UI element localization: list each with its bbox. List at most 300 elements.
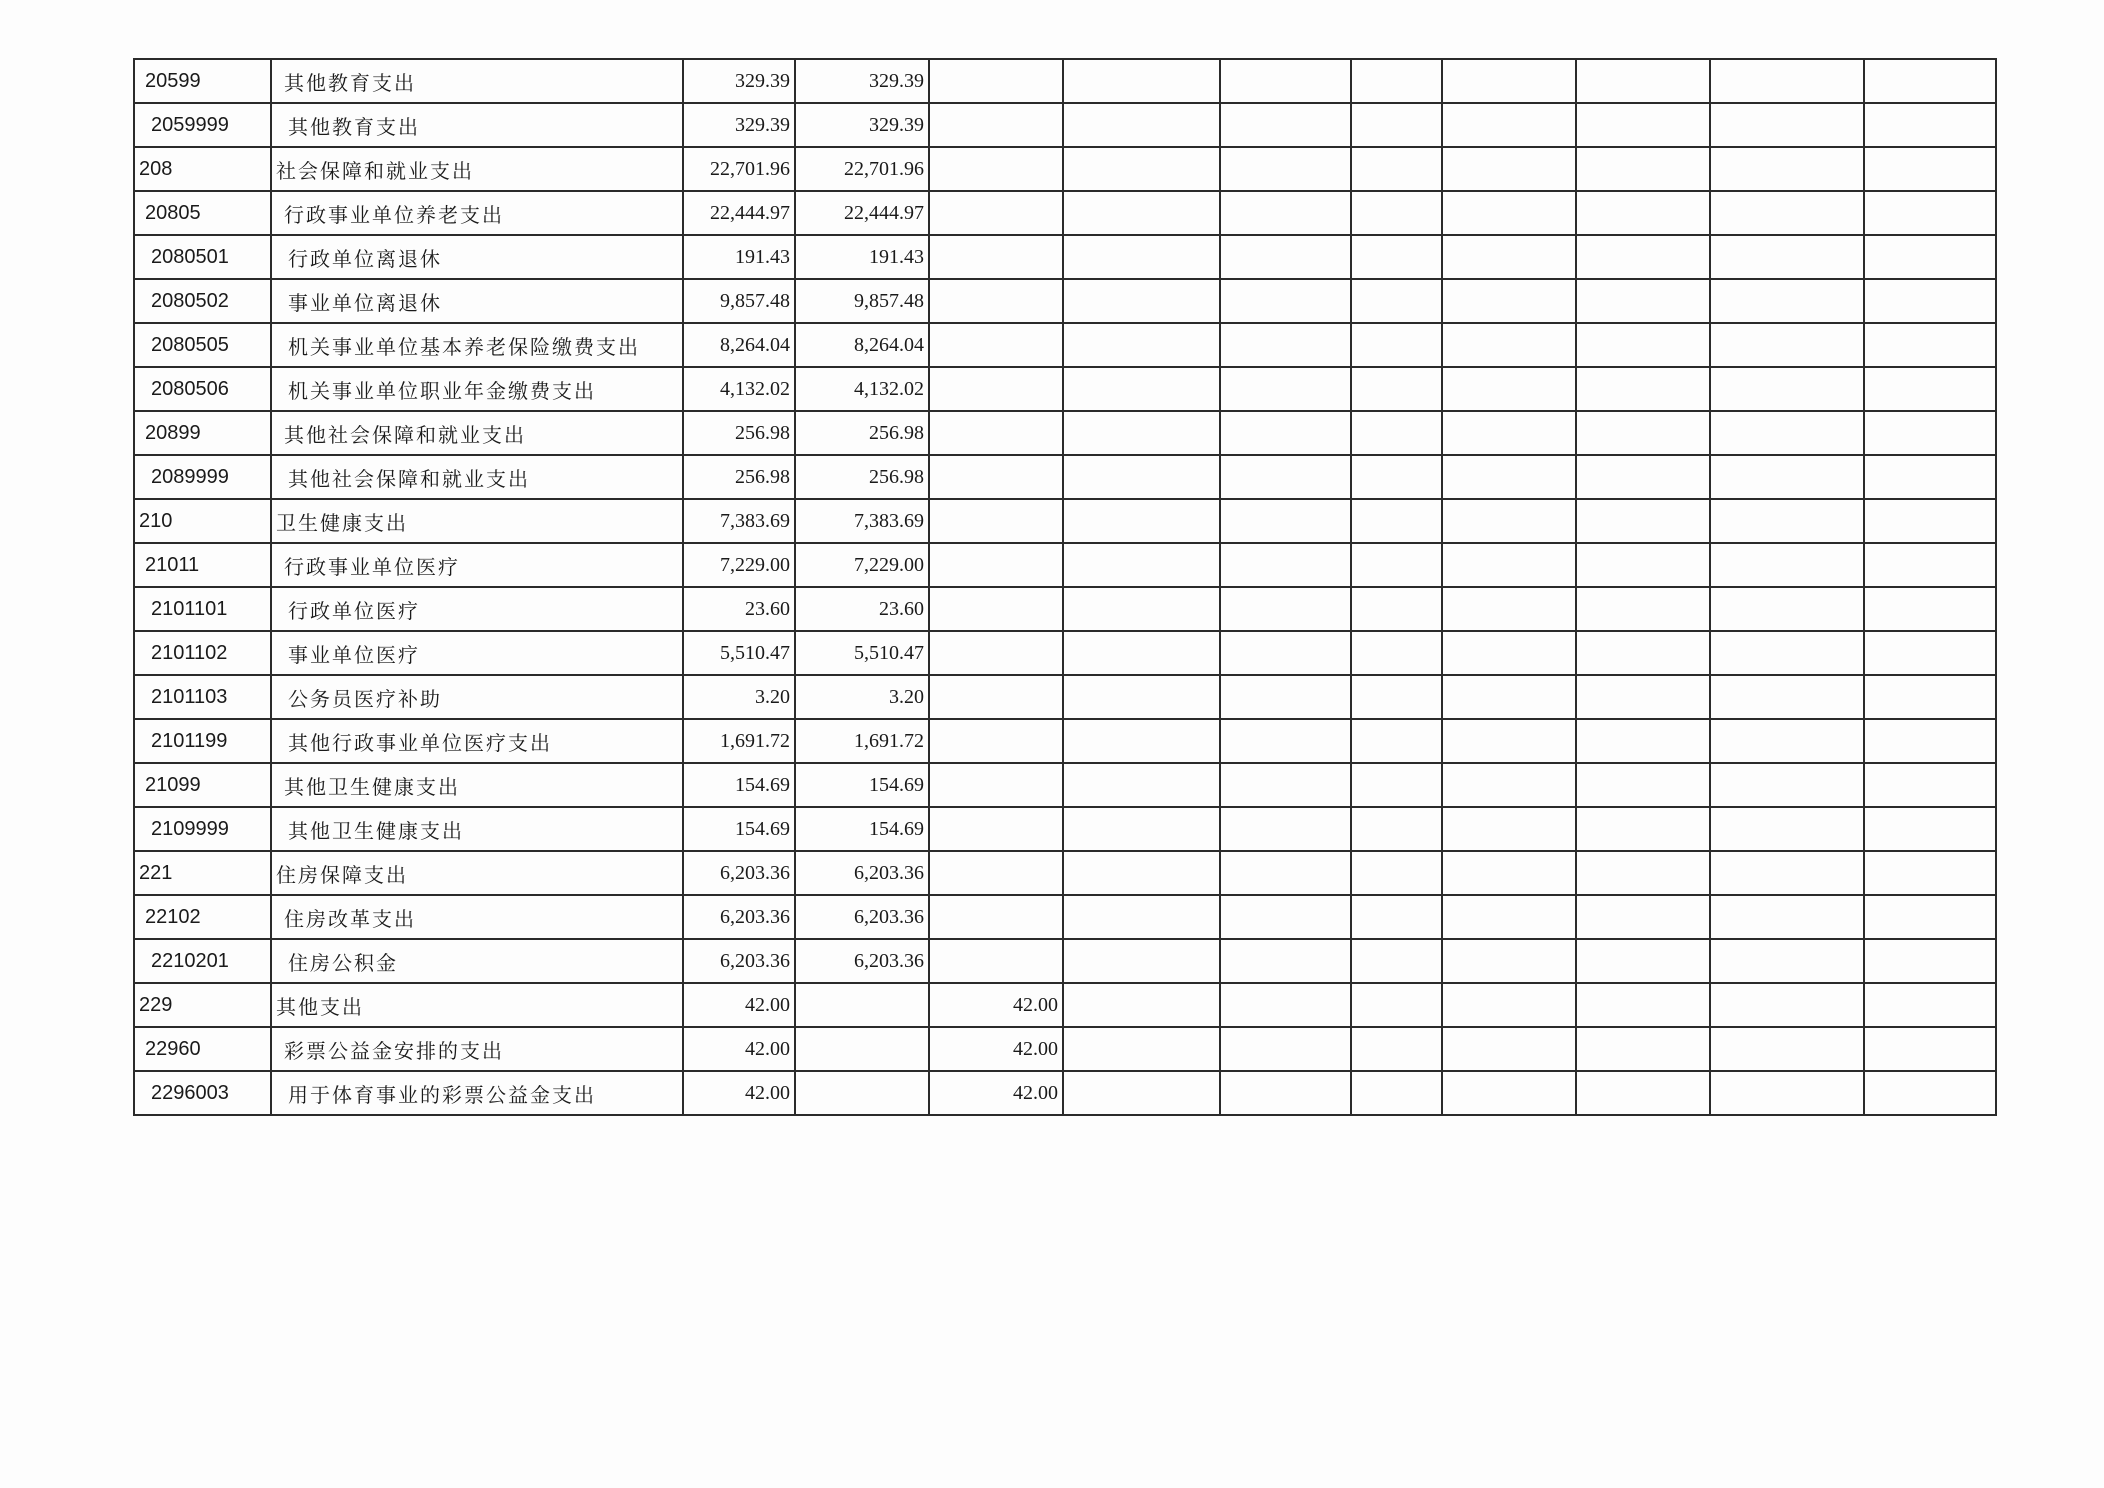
total-amount-cell: 6,203.36 (683, 939, 795, 983)
empty-cell (1442, 895, 1576, 939)
subject-code-cell: 21011 (134, 543, 271, 587)
subject-code-cell: 21099 (134, 763, 271, 807)
empty-cell (1710, 499, 1864, 543)
empty-cell (1576, 323, 1710, 367)
total-amount-cell: 329.39 (683, 103, 795, 147)
subject-name-cell: 行政事业单位医疗 (271, 543, 683, 587)
general-budget-cell: 5,510.47 (795, 631, 929, 675)
total-amount-cell: 154.69 (683, 763, 795, 807)
fund-budget-cell (929, 851, 1063, 895)
total-amount-cell: 7,383.69 (683, 499, 795, 543)
subject-code-cell: 221 (134, 851, 271, 895)
empty-cell (1351, 895, 1442, 939)
empty-cell (1864, 719, 1996, 763)
fund-budget-cell (929, 411, 1063, 455)
empty-cell (1442, 59, 1576, 103)
empty-cell (1063, 411, 1220, 455)
table-row (134, 103, 1996, 147)
empty-cell (1864, 279, 1996, 323)
subject-name-cell: 其他社会保障和就业支出 (271, 411, 683, 455)
subject-name-cell: 住房公积金 (271, 939, 683, 983)
fund-budget-cell (929, 455, 1063, 499)
empty-cell (1576, 411, 1710, 455)
empty-cell (1442, 147, 1576, 191)
empty-cell (1864, 103, 1996, 147)
empty-cell (1710, 367, 1864, 411)
subject-name-cell: 机关事业单位职业年金缴费支出 (271, 367, 683, 411)
general-budget-cell: 23.60 (795, 587, 929, 631)
empty-cell (1576, 719, 1710, 763)
subject-code-cell: 2101199 (134, 719, 271, 763)
empty-cell (1710, 455, 1864, 499)
empty-cell (1442, 1027, 1576, 1071)
empty-cell (1442, 411, 1576, 455)
subject-name-cell: 其他教育支出 (271, 103, 683, 147)
empty-cell (1220, 719, 1351, 763)
empty-cell (1442, 763, 1576, 807)
empty-cell (1710, 939, 1864, 983)
empty-cell (1220, 191, 1351, 235)
subject-name-cell: 机关事业单位基本养老保险缴费支出 (271, 323, 683, 367)
empty-cell (1442, 543, 1576, 587)
budget-expenditure-table (133, 58, 1997, 1116)
empty-cell (1063, 455, 1220, 499)
empty-cell (1864, 235, 1996, 279)
empty-cell (1710, 1071, 1864, 1115)
empty-cell (1710, 1027, 1864, 1071)
empty-cell (1220, 587, 1351, 631)
empty-cell (1351, 1027, 1442, 1071)
subject-code-cell: 20899 (134, 411, 271, 455)
empty-cell (1442, 191, 1576, 235)
empty-cell (1576, 587, 1710, 631)
total-amount-cell: 256.98 (683, 455, 795, 499)
subject-name-cell: 卫生健康支出 (271, 499, 683, 543)
subject-code-cell: 2101101 (134, 587, 271, 631)
empty-cell (1864, 587, 1996, 631)
empty-cell (1576, 1027, 1710, 1071)
empty-cell (1220, 147, 1351, 191)
empty-cell (1063, 631, 1220, 675)
subject-code-cell: 2101103 (134, 675, 271, 719)
empty-cell (1864, 411, 1996, 455)
empty-cell (1864, 807, 1996, 851)
empty-cell (1442, 323, 1576, 367)
empty-cell (1351, 499, 1442, 543)
general-budget-cell: 329.39 (795, 59, 929, 103)
empty-cell (1351, 983, 1442, 1027)
empty-cell (1063, 939, 1220, 983)
table-row (134, 763, 1996, 807)
empty-cell (1351, 939, 1442, 983)
empty-cell (1576, 983, 1710, 1027)
empty-cell (1220, 763, 1351, 807)
empty-cell (1710, 719, 1864, 763)
empty-cell (1220, 59, 1351, 103)
empty-cell (1063, 851, 1220, 895)
empty-cell (1710, 279, 1864, 323)
empty-cell (1442, 983, 1576, 1027)
empty-cell (1063, 1071, 1220, 1115)
subject-name-cell: 行政事业单位养老支出 (271, 191, 683, 235)
empty-cell (1220, 499, 1351, 543)
empty-cell (1576, 191, 1710, 235)
empty-cell (1864, 895, 1996, 939)
total-amount-cell: 22,444.97 (683, 191, 795, 235)
subject-code-cell: 2296003 (134, 1071, 271, 1115)
empty-cell (1576, 763, 1710, 807)
subject-code-cell: 2089999 (134, 455, 271, 499)
total-amount-cell: 42.00 (683, 1027, 795, 1071)
total-amount-cell: 329.39 (683, 59, 795, 103)
empty-cell (1351, 543, 1442, 587)
table-row (134, 807, 1996, 851)
empty-cell (1710, 411, 1864, 455)
table-row (134, 59, 1996, 103)
empty-cell (1063, 103, 1220, 147)
fund-budget-cell: 42.00 (929, 983, 1063, 1027)
empty-cell (1864, 543, 1996, 587)
empty-cell (1576, 103, 1710, 147)
general-budget-cell (795, 1071, 929, 1115)
empty-cell (1710, 895, 1864, 939)
subject-code-cell: 2080506 (134, 367, 271, 411)
empty-cell (1576, 807, 1710, 851)
empty-cell (1063, 323, 1220, 367)
fund-budget-cell (929, 103, 1063, 147)
general-budget-cell: 6,203.36 (795, 939, 929, 983)
general-budget-cell: 4,132.02 (795, 367, 929, 411)
empty-cell (1063, 1027, 1220, 1071)
subject-code-cell: 2080505 (134, 323, 271, 367)
fund-budget-cell (929, 631, 1063, 675)
total-amount-cell: 6,203.36 (683, 895, 795, 939)
empty-cell (1351, 675, 1442, 719)
empty-cell (1442, 235, 1576, 279)
general-budget-cell: 256.98 (795, 411, 929, 455)
empty-cell (1576, 235, 1710, 279)
general-budget-cell: 191.43 (795, 235, 929, 279)
fund-budget-cell (929, 895, 1063, 939)
general-budget-cell (795, 1027, 929, 1071)
empty-cell (1442, 455, 1576, 499)
empty-cell (1442, 851, 1576, 895)
total-amount-cell: 6,203.36 (683, 851, 795, 895)
empty-cell (1220, 939, 1351, 983)
fund-budget-cell (929, 367, 1063, 411)
fund-budget-cell (929, 235, 1063, 279)
empty-cell (1442, 719, 1576, 763)
empty-cell (1576, 631, 1710, 675)
subject-name-cell: 住房保障支出 (271, 851, 683, 895)
table-row (134, 719, 1996, 763)
empty-cell (1063, 895, 1220, 939)
empty-cell (1063, 191, 1220, 235)
table-row (134, 1071, 1996, 1115)
subject-code-cell: 2101102 (134, 631, 271, 675)
subject-name-cell: 彩票公益金安排的支出 (271, 1027, 683, 1071)
total-amount-cell: 4,132.02 (683, 367, 795, 411)
empty-cell (1710, 587, 1864, 631)
empty-cell (1864, 851, 1996, 895)
general-budget-cell: 7,383.69 (795, 499, 929, 543)
empty-cell (1576, 851, 1710, 895)
fund-budget-cell (929, 147, 1063, 191)
empty-cell (1576, 59, 1710, 103)
empty-cell (1220, 631, 1351, 675)
general-budget-cell: 154.69 (795, 807, 929, 851)
subject-code-cell: 22102 (134, 895, 271, 939)
subject-name-cell: 其他支出 (271, 983, 683, 1027)
empty-cell (1351, 631, 1442, 675)
total-amount-cell: 8,264.04 (683, 323, 795, 367)
empty-cell (1864, 1027, 1996, 1071)
empty-cell (1063, 367, 1220, 411)
subject-name-cell: 住房改革支出 (271, 895, 683, 939)
general-budget-cell (795, 983, 929, 1027)
empty-cell (1442, 675, 1576, 719)
empty-cell (1351, 1071, 1442, 1115)
empty-cell (1710, 103, 1864, 147)
subject-code-cell: 22960 (134, 1027, 271, 1071)
table-row (134, 279, 1996, 323)
empty-cell (1220, 1071, 1351, 1115)
empty-cell (1063, 675, 1220, 719)
empty-cell (1063, 763, 1220, 807)
fund-budget-cell: 42.00 (929, 1027, 1063, 1071)
empty-cell (1710, 763, 1864, 807)
general-budget-cell: 8,264.04 (795, 323, 929, 367)
general-budget-cell: 329.39 (795, 103, 929, 147)
empty-cell (1220, 103, 1351, 147)
subject-name-cell: 行政单位离退休 (271, 235, 683, 279)
fund-budget-cell (929, 499, 1063, 543)
empty-cell (1063, 59, 1220, 103)
subject-name-cell: 事业单位离退休 (271, 279, 683, 323)
table-row (134, 1027, 1996, 1071)
empty-cell (1351, 587, 1442, 631)
table-row (134, 367, 1996, 411)
empty-cell (1351, 191, 1442, 235)
empty-cell (1351, 367, 1442, 411)
total-amount-cell: 256.98 (683, 411, 795, 455)
empty-cell (1220, 367, 1351, 411)
empty-cell (1864, 147, 1996, 191)
fund-budget-cell (929, 807, 1063, 851)
general-budget-cell: 3.20 (795, 675, 929, 719)
empty-cell (1351, 763, 1442, 807)
empty-cell (1351, 323, 1442, 367)
total-amount-cell: 42.00 (683, 983, 795, 1027)
table-row (134, 147, 1996, 191)
empty-cell (1864, 939, 1996, 983)
table-row (134, 499, 1996, 543)
empty-cell (1710, 807, 1864, 851)
total-amount-cell: 191.43 (683, 235, 795, 279)
fund-budget-cell (929, 543, 1063, 587)
subject-name-cell: 用于体育事业的彩票公益金支出 (271, 1071, 683, 1115)
general-budget-cell: 6,203.36 (795, 851, 929, 895)
empty-cell (1576, 455, 1710, 499)
empty-cell (1063, 807, 1220, 851)
empty-cell (1864, 983, 1996, 1027)
empty-cell (1710, 983, 1864, 1027)
subject-name-cell: 社会保障和就业支出 (271, 147, 683, 191)
table-row (134, 587, 1996, 631)
subject-code-cell: 210 (134, 499, 271, 543)
empty-cell (1442, 499, 1576, 543)
empty-cell (1576, 675, 1710, 719)
table-row (134, 323, 1996, 367)
empty-cell (1576, 147, 1710, 191)
table-row (134, 631, 1996, 675)
fund-budget-cell: 42.00 (929, 1071, 1063, 1115)
empty-cell (1864, 675, 1996, 719)
fund-budget-cell (929, 587, 1063, 631)
empty-cell (1576, 543, 1710, 587)
empty-cell (1063, 719, 1220, 763)
empty-cell (1220, 807, 1351, 851)
fund-budget-cell (929, 59, 1063, 103)
empty-cell (1442, 1071, 1576, 1115)
empty-cell (1063, 983, 1220, 1027)
empty-cell (1220, 411, 1351, 455)
subject-code-cell: 20599 (134, 59, 271, 103)
empty-cell (1063, 499, 1220, 543)
empty-cell (1576, 939, 1710, 983)
subject-code-cell: 20805 (134, 191, 271, 235)
fund-budget-cell (929, 719, 1063, 763)
subject-code-cell: 229 (134, 983, 271, 1027)
empty-cell (1351, 411, 1442, 455)
empty-cell (1442, 103, 1576, 147)
empty-cell (1220, 235, 1351, 279)
empty-cell (1220, 279, 1351, 323)
subject-name-cell: 事业单位医疗 (271, 631, 683, 675)
subject-name-cell: 其他社会保障和就业支出 (271, 455, 683, 499)
empty-cell (1710, 235, 1864, 279)
empty-cell (1864, 191, 1996, 235)
empty-cell (1710, 675, 1864, 719)
total-amount-cell: 3.20 (683, 675, 795, 719)
empty-cell (1442, 587, 1576, 631)
general-budget-cell: 1,691.72 (795, 719, 929, 763)
empty-cell (1220, 455, 1351, 499)
empty-cell (1710, 323, 1864, 367)
empty-cell (1220, 851, 1351, 895)
empty-cell (1864, 499, 1996, 543)
fund-budget-cell (929, 675, 1063, 719)
total-amount-cell: 7,229.00 (683, 543, 795, 587)
table-row (134, 455, 1996, 499)
empty-cell (1351, 103, 1442, 147)
table-row (134, 983, 1996, 1027)
general-budget-cell: 22,444.97 (795, 191, 929, 235)
empty-cell (1442, 939, 1576, 983)
total-amount-cell: 154.69 (683, 807, 795, 851)
empty-cell (1710, 147, 1864, 191)
empty-cell (1351, 719, 1442, 763)
table-row (134, 191, 1996, 235)
empty-cell (1351, 235, 1442, 279)
empty-cell (1351, 807, 1442, 851)
empty-cell (1864, 59, 1996, 103)
empty-cell (1220, 983, 1351, 1027)
subject-name-cell: 其他行政事业单位医疗支出 (271, 719, 683, 763)
total-amount-cell: 23.60 (683, 587, 795, 631)
empty-cell (1442, 807, 1576, 851)
empty-cell (1864, 631, 1996, 675)
empty-cell (1576, 1071, 1710, 1115)
empty-cell (1063, 235, 1220, 279)
general-budget-cell: 256.98 (795, 455, 929, 499)
general-budget-cell: 7,229.00 (795, 543, 929, 587)
total-amount-cell: 42.00 (683, 1071, 795, 1115)
empty-cell (1442, 279, 1576, 323)
empty-cell (1864, 367, 1996, 411)
empty-cell (1442, 367, 1576, 411)
empty-cell (1351, 455, 1442, 499)
subject-name-cell: 其他卫生健康支出 (271, 763, 683, 807)
subject-name-cell: 公务员医疗补助 (271, 675, 683, 719)
subject-code-cell: 2080502 (134, 279, 271, 323)
table-row (134, 675, 1996, 719)
subject-code-cell: 208 (134, 147, 271, 191)
empty-cell (1864, 763, 1996, 807)
subject-code-cell: 2059999 (134, 103, 271, 147)
empty-cell (1576, 279, 1710, 323)
empty-cell (1576, 895, 1710, 939)
empty-cell (1063, 147, 1220, 191)
empty-cell (1220, 1027, 1351, 1071)
empty-cell (1220, 543, 1351, 587)
table-row (134, 939, 1996, 983)
empty-cell (1220, 323, 1351, 367)
total-amount-cell: 5,510.47 (683, 631, 795, 675)
empty-cell (1351, 851, 1442, 895)
empty-cell (1710, 631, 1864, 675)
empty-cell (1351, 279, 1442, 323)
general-budget-cell: 154.69 (795, 763, 929, 807)
empty-cell (1351, 147, 1442, 191)
empty-cell (1442, 631, 1576, 675)
table-row (134, 411, 1996, 455)
table-row (134, 543, 1996, 587)
subject-code-cell: 2080501 (134, 235, 271, 279)
table-row (134, 851, 1996, 895)
table-body (134, 59, 1996, 1115)
empty-cell (1220, 895, 1351, 939)
empty-cell (1063, 543, 1220, 587)
table-row (134, 895, 1996, 939)
empty-cell (1063, 587, 1220, 631)
general-budget-cell: 9,857.48 (795, 279, 929, 323)
empty-cell (1710, 191, 1864, 235)
table-row (134, 235, 1996, 279)
general-budget-cell: 22,701.96 (795, 147, 929, 191)
total-amount-cell: 1,691.72 (683, 719, 795, 763)
fund-budget-cell (929, 763, 1063, 807)
empty-cell (1351, 59, 1442, 103)
subject-code-cell: 2109999 (134, 807, 271, 851)
general-budget-cell: 6,203.36 (795, 895, 929, 939)
fund-budget-cell (929, 191, 1063, 235)
empty-cell (1864, 455, 1996, 499)
total-amount-cell: 22,701.96 (683, 147, 795, 191)
fund-budget-cell (929, 939, 1063, 983)
empty-cell (1710, 543, 1864, 587)
subject-name-cell: 其他卫生健康支出 (271, 807, 683, 851)
